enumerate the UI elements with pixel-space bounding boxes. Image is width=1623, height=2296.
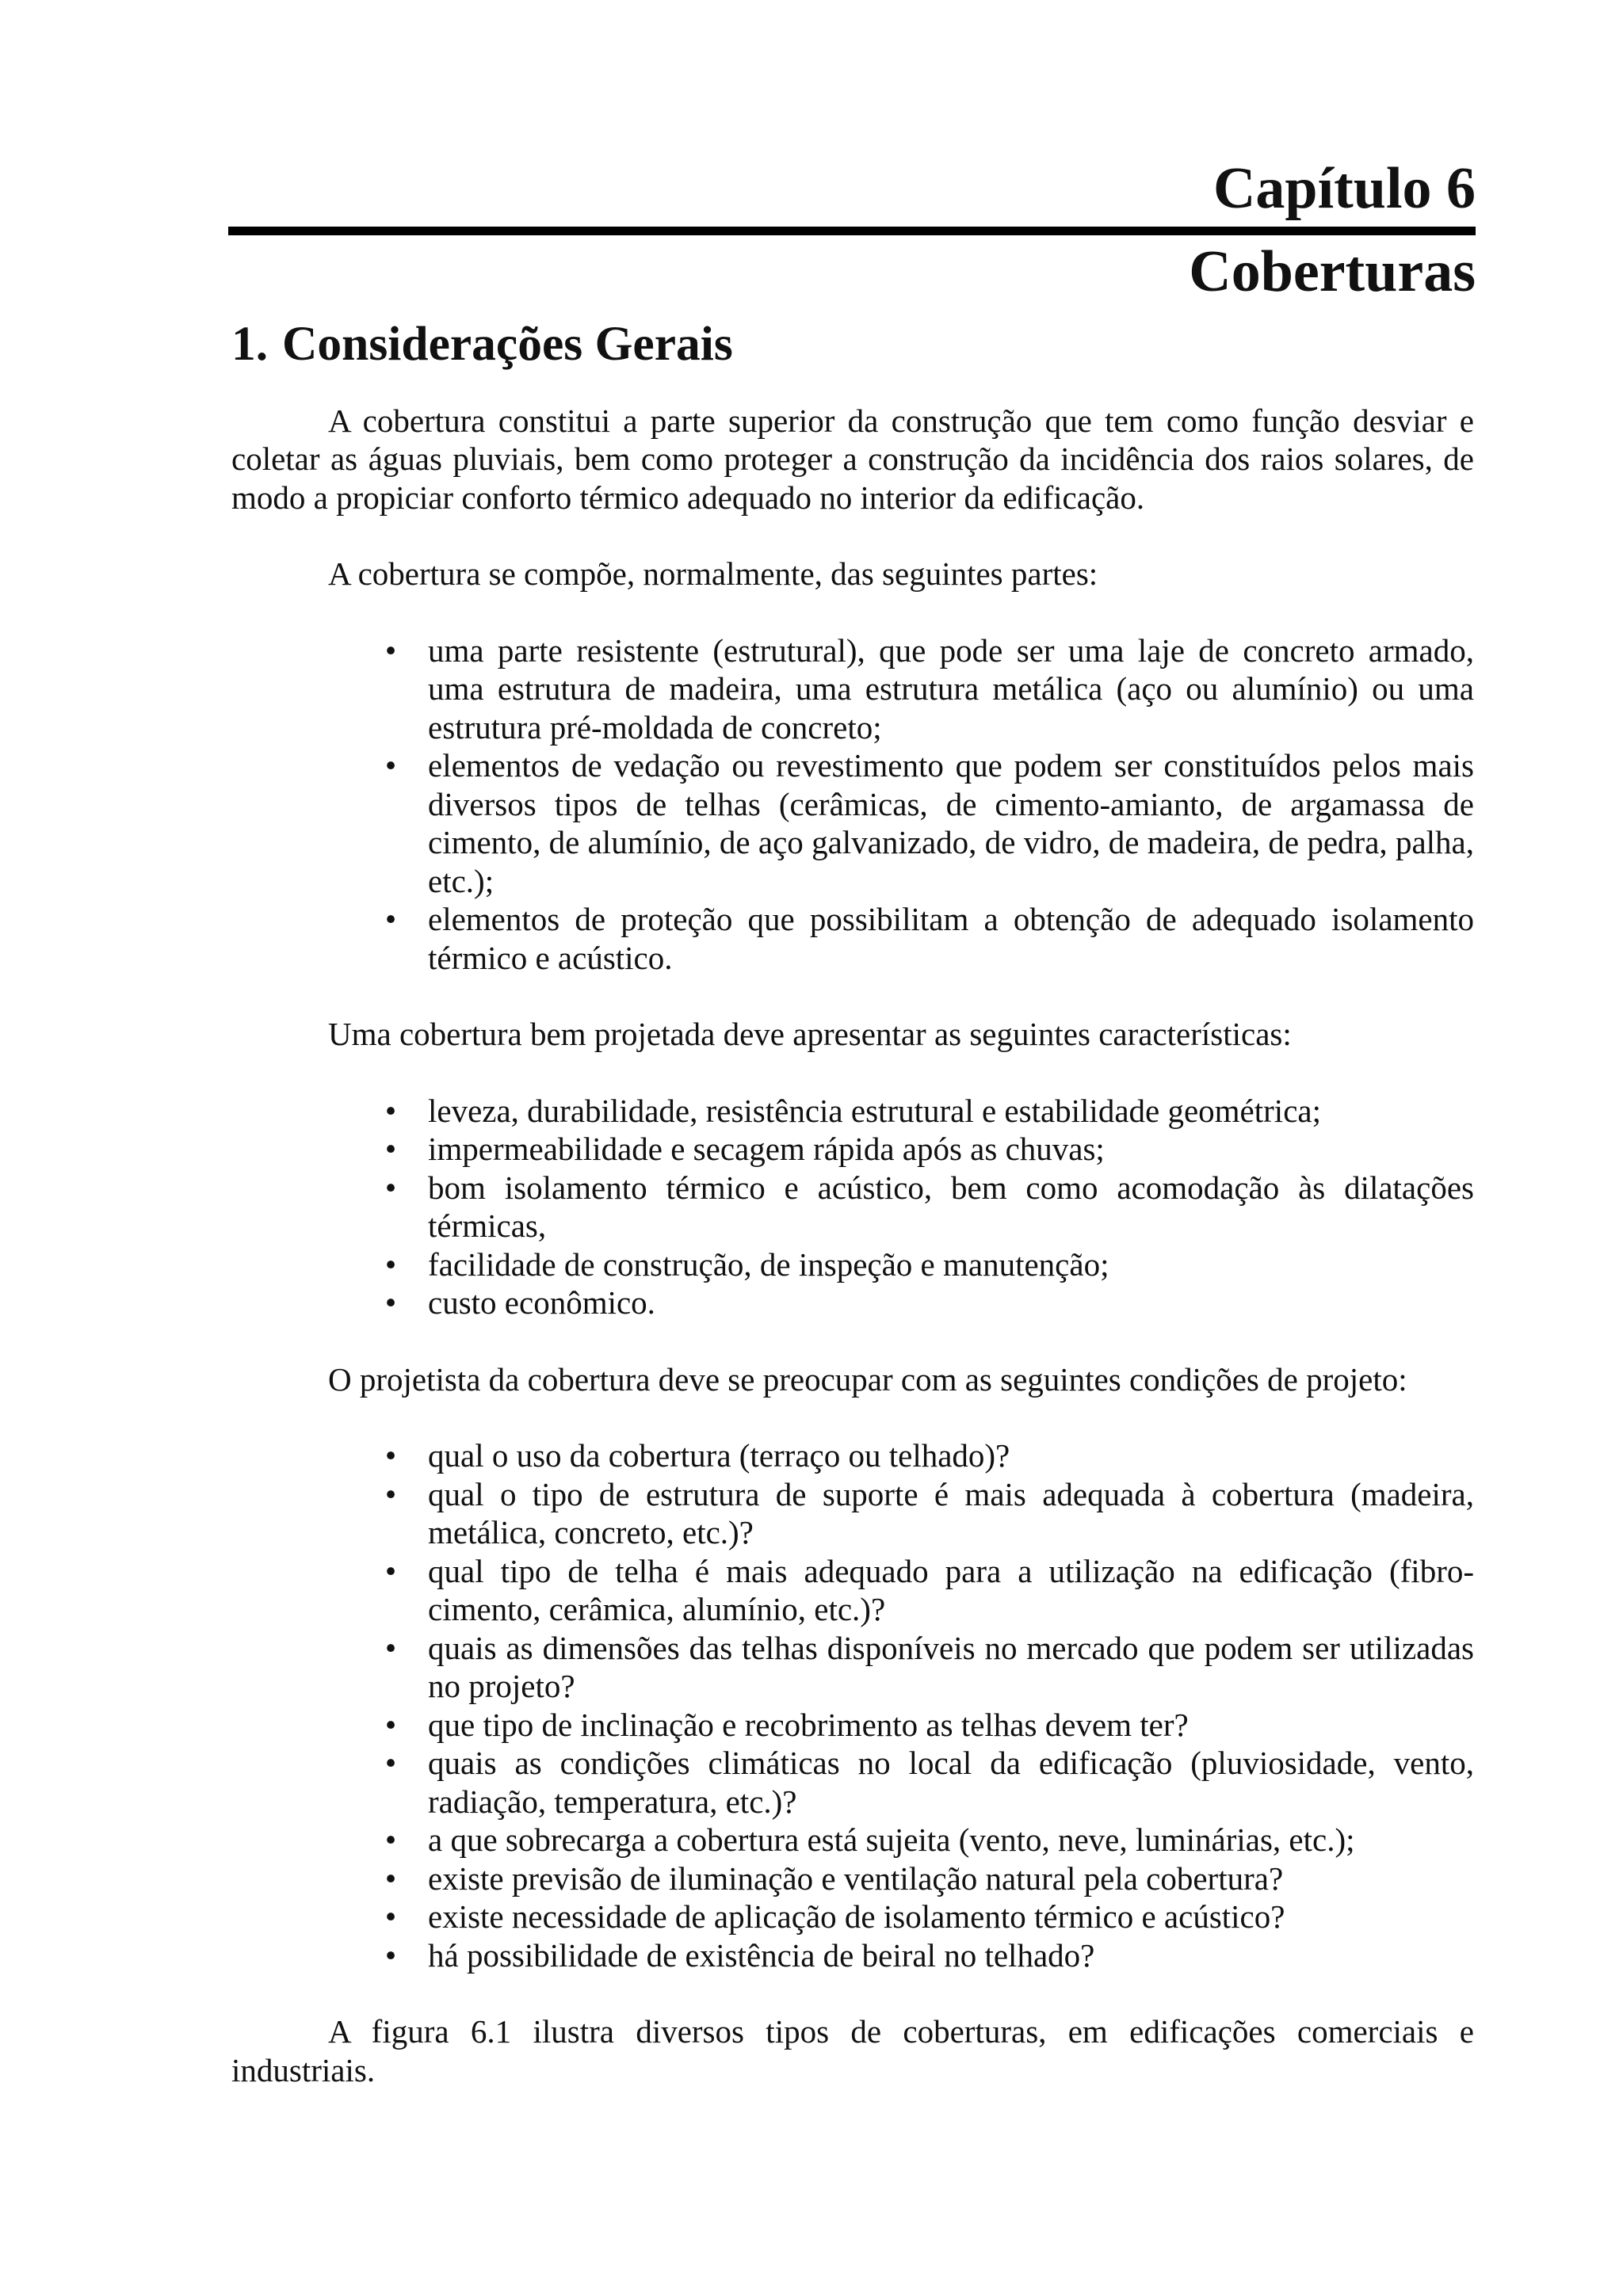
bullet-icon: • <box>384 1898 397 1935</box>
bullet-icon: • <box>384 1745 397 1781</box>
list-item-text: a que sobrecarga a cobertura está sujeita (vento, neve, luminárias, etc.); <box>428 1821 1355 1858</box>
intro-paragraph: A cobertura constitui a parte superior da construção que tem como função desviar e coletar as águas pluviais, bem como proteger a construção da incidência dos raios solares, de modo a propiciar conforto térmico adequado no interior da edificação. <box>231 402 1474 516</box>
bullet-icon: • <box>384 1706 397 1743</box>
list-item-text: quais as dimensões das telhas disponíveis no mercado que podem ser utilizadas no projeto? <box>428 1629 1474 1704</box>
conditions-list <box>231 1436 1474 1974</box>
list-item-text: bom isolamento térmico e acústico, bem como acomodação às dilatações térmicas, <box>428 1169 1474 1244</box>
document-body <box>231 317 1474 2089</box>
characteristics-list <box>231 1092 1474 1322</box>
list-item-text: custo econômico. <box>428 1284 655 1321</box>
list-item-text: elementos de vedação ou revestimento que podem ser constituídos pelos mais diversos tipos de telhas (cerâmicas, de cimento-amianto, de argamassa de cimento, de alumínio, de aço galvanizado, de vidro, de madeira, de pedra, palha, etc.); <box>428 747 1474 899</box>
bullet-icon: • <box>384 1936 397 1974</box>
list-item-text: quais as condições climáticas no local da edificação (pluviosidade, vento, radiação, temperatura, etc.)? <box>428 1745 1474 1820</box>
list-item-text: há possibilidade de existência de beiral no telhado? <box>428 1936 1095 1974</box>
bullet-icon: • <box>384 747 397 784</box>
list-item-text: facilidade de construção, de inspeção e manutenção; <box>428 1245 1109 1283</box>
bullet-icon: • <box>384 1475 397 1512</box>
list-item <box>384 1283 1474 1322</box>
list-item-text: que tipo de inclinação e recobrimento as telhas devem ter? <box>428 1706 1189 1743</box>
list-item-text: qual tipo de telha é mais adequado para a utilização na edificação (fibro-cimento, cerâmica, alumínio, etc.)? <box>428 1552 1474 1627</box>
list-item <box>384 1936 1474 1975</box>
section-heading-text: Considerações Gerais <box>282 317 733 371</box>
bullet-icon: • <box>384 1092 397 1129</box>
closing-paragraph: A figura 6.1 ilustra diversos tipos de coberturas, em edificações comerciais e industriais. <box>231 2013 1474 2088</box>
bullet-icon: • <box>384 1437 397 1474</box>
list-item <box>384 1552 1474 1629</box>
bullet-icon: • <box>384 1821 397 1858</box>
bullet-icon: • <box>384 631 397 669</box>
chapter-title: Coberturas <box>1189 239 1476 304</box>
characteristics-lead: Uma cobertura bem projetada deve apresentar as seguintes características: <box>328 1016 1292 1052</box>
list-item-text: qual o tipo de estrutura de suporte é mais adequada à cobertura (madeira, metálica, concreto, etc.)? <box>428 1475 1474 1550</box>
list-item <box>384 900 1474 977</box>
list-item-text: uma parte resistente (estrutural), que pode ser uma laje de concreto armado, uma estrutura de madeira, uma estrutura metálica (aço ou alumínio) ou uma estrutura pré-moldada de concreto; <box>428 631 1474 746</box>
parts-lead: A cobertura se compõe, normalmente, das seguintes partes: <box>328 555 1098 592</box>
list-item <box>384 1092 1474 1131</box>
bullet-icon: • <box>384 1245 397 1283</box>
list-item <box>384 1130 1474 1169</box>
bullet-icon: • <box>384 1169 397 1206</box>
chapter-header <box>228 155 1476 305</box>
list-item-text: existe necessidade de aplicação de isolamento térmico e acústico? <box>428 1898 1285 1935</box>
bullet-icon: • <box>384 1284 397 1321</box>
list-item <box>384 1897 1474 1936</box>
list-item-text: elementos de proteção que possibilitam a obtenção de adequado isolamento térmico e acústico. <box>428 901 1474 976</box>
bullet-icon: • <box>384 901 397 937</box>
list-item-text: impermeabilidade e secagem rápida após as chuvas; <box>428 1131 1105 1167</box>
chapter-number: Capítulo 6 <box>1212 156 1476 221</box>
bullet-icon: • <box>384 1859 397 1897</box>
list-item <box>384 1706 1474 1745</box>
bullet-icon: • <box>384 1552 397 1589</box>
list-item <box>384 1169 1474 1245</box>
list-item <box>384 631 1474 747</box>
list-item <box>384 1744 1474 1821</box>
list-item-text: leveza, durabilidade, resistência estrutural e estabilidade geométrica; <box>428 1092 1321 1129</box>
chapter-divider <box>228 227 1476 235</box>
list-item-text: existe previsão de iluminação e ventilação natural pela cobertura? <box>428 1859 1284 1897</box>
list-item <box>384 746 1474 900</box>
list-item <box>384 1245 1474 1284</box>
section-number: 1. <box>231 317 269 371</box>
bullet-icon: • <box>384 1629 397 1666</box>
section-heading <box>231 317 1474 371</box>
parts-list <box>231 631 1474 978</box>
list-item <box>384 1436 1474 1475</box>
list-item <box>384 1629 1474 1706</box>
list-item <box>384 1859 1474 1898</box>
list-item <box>384 1821 1474 1859</box>
list-item-text: qual o uso da cobertura (terraço ou telhado)? <box>428 1437 1010 1474</box>
list-item <box>384 1475 1474 1552</box>
conditions-lead: O projetista da cobertura deve se preocupar com as seguintes condições de projeto: <box>328 1360 1407 1398</box>
bullet-icon: • <box>384 1131 397 1167</box>
